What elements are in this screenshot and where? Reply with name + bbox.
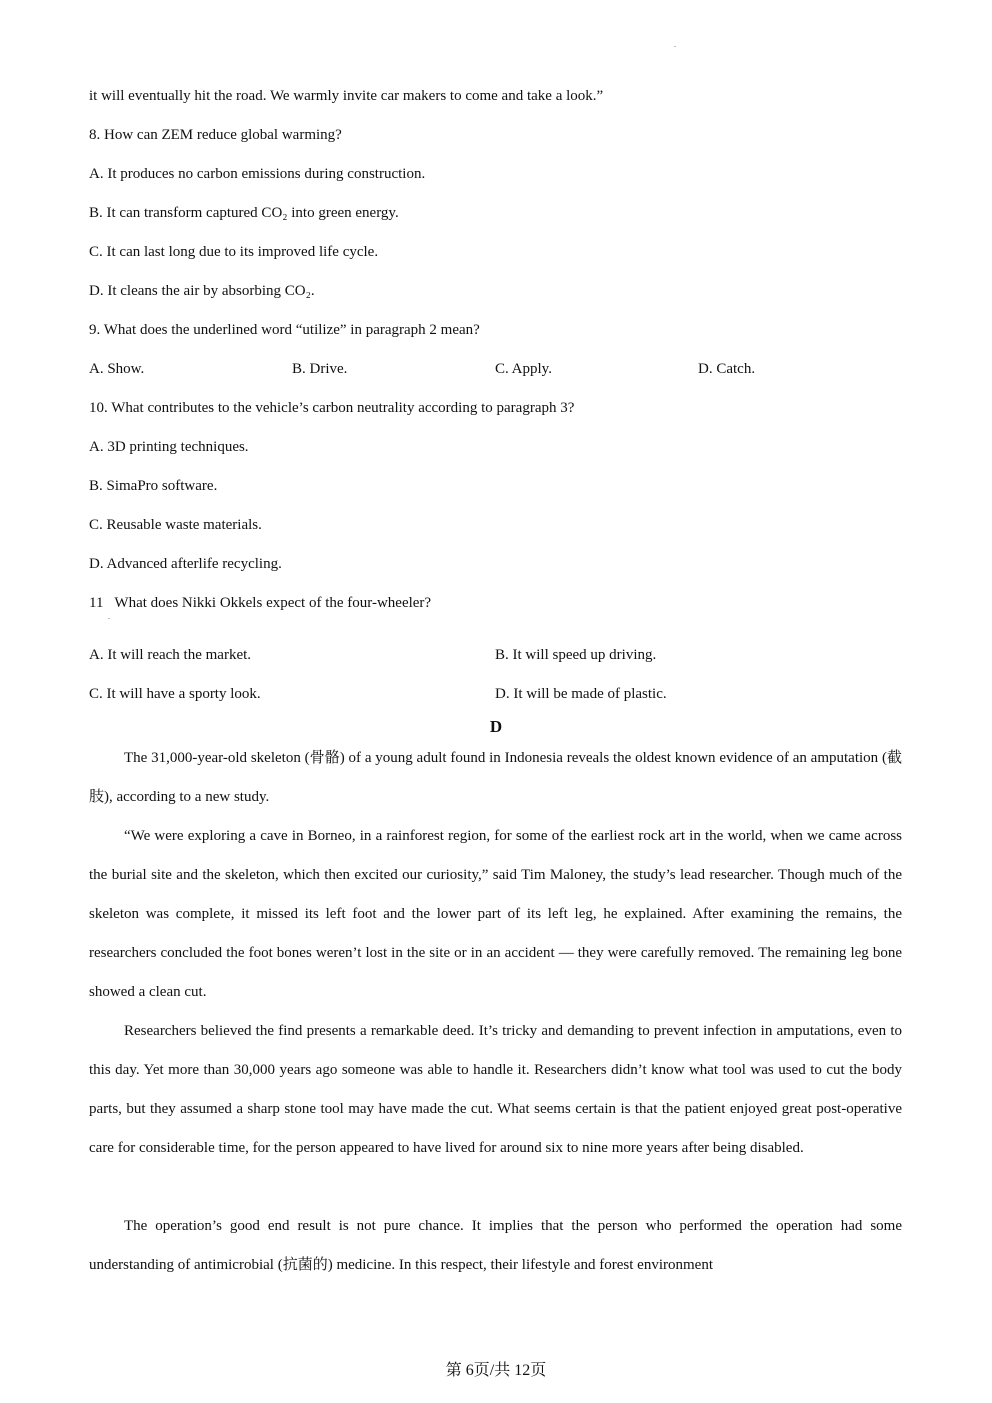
scan-dot: . (674, 40, 676, 49)
question-10-option-c: C. Reusable waste materials. (89, 517, 262, 533)
question-11-option-a: A. It will reach the market. (89, 647, 252, 663)
question-10-option-b: B. SimaPro software. (89, 478, 218, 494)
question-8-stem: 8. How can ZEM reduce global warming? (89, 127, 342, 143)
passage-paragraph-3: Researchers believed the find presents a remarkable deed. It’s tricky and demanding to prevent infection in amputations, even to this day. Yet more than 30,000 years ago someone was able to handle it. Researchers didn’t know what tool was used to cut the body parts, but they assumed a sharp stone tool may have made the cut. What seems certain is that the patient enjoyed great post-operative care for considerable time, for the person appeared to have lived for around six to nine more years after being disabled. (89, 1023, 902, 1156)
question-9-option-b: B. Drive. (292, 361, 348, 377)
question-10-stem: 10. What contributes to the vehicle’s carbon neutrality according to paragraph 3? (89, 400, 575, 416)
question-8-option-a: A. It produces no carbon emissions during construction. (89, 166, 426, 182)
question-8-option-c: C. It can last long due to its improved life cycle. (89, 244, 379, 260)
question-11-stem: 11 What does Nikki Okkels expect of the four-wheeler? (89, 595, 432, 611)
question-10-option-a: A. 3D printing techniques. (89, 439, 249, 455)
section-heading: D (489, 717, 503, 736)
question-8-option-d: D. It cleans the air by absorbing CO₂. (89, 283, 315, 299)
question-10-option-d: D. Advanced afterlife recycling. (89, 556, 282, 572)
question-9-option-a: A. Show. (89, 361, 145, 377)
page-footer: 第 6页/共 12页 (445, 1362, 547, 1379)
question-8-option-b: B. It can transform captured CO₂ into green energy. (89, 205, 399, 221)
question-9-option-d: D. Catch. (698, 361, 756, 377)
passage-paragraph-4: The operation’s good end result is not pure chance. It implies that the person who performed the operation had some understanding of antimicrobial (抗菌的) medicine. In this respect, their lifestyle and forest environment (89, 1218, 902, 1273)
scan-dot: . (108, 612, 110, 621)
continuation-line: it will eventually hit the road. We warmly invite car makers to come and take a look.” (89, 88, 604, 104)
question-11-option-c: C. It will have a sporty look. (89, 686, 261, 702)
passage-paragraph-2: “We were exploring a cave in Borneo, in a rainforest region, for some of the earliest rock art in the world, when we came across the burial site and the skeleton, which then excited our curiosity,” said Tim Maloney, the study’s lead researcher. Though much of the skeleton was complete, it missed its left foot and the lower part of its left leg, he explained. After examining the remains, the researchers concluded the foot bones weren’t lost in the site or in an accident — they were carefully removed. The remaining leg bone showed a clean cut. (89, 828, 902, 1000)
passage-paragraph-1: The 31,000-year-old skeleton (骨骼) of a young adult found in Indonesia reveals the oldest known evidence of an amputation (截肢), according to a new study. (89, 750, 902, 805)
question-11-option-b: B. It will speed up driving. (495, 647, 657, 663)
question-11-option-d: D. It will be made of plastic. (495, 686, 667, 702)
question-9-stem: 9. What does the underlined word “utilize” in paragraph 2 mean? (89, 322, 480, 338)
question-9-option-c: C. Apply. (495, 361, 552, 377)
